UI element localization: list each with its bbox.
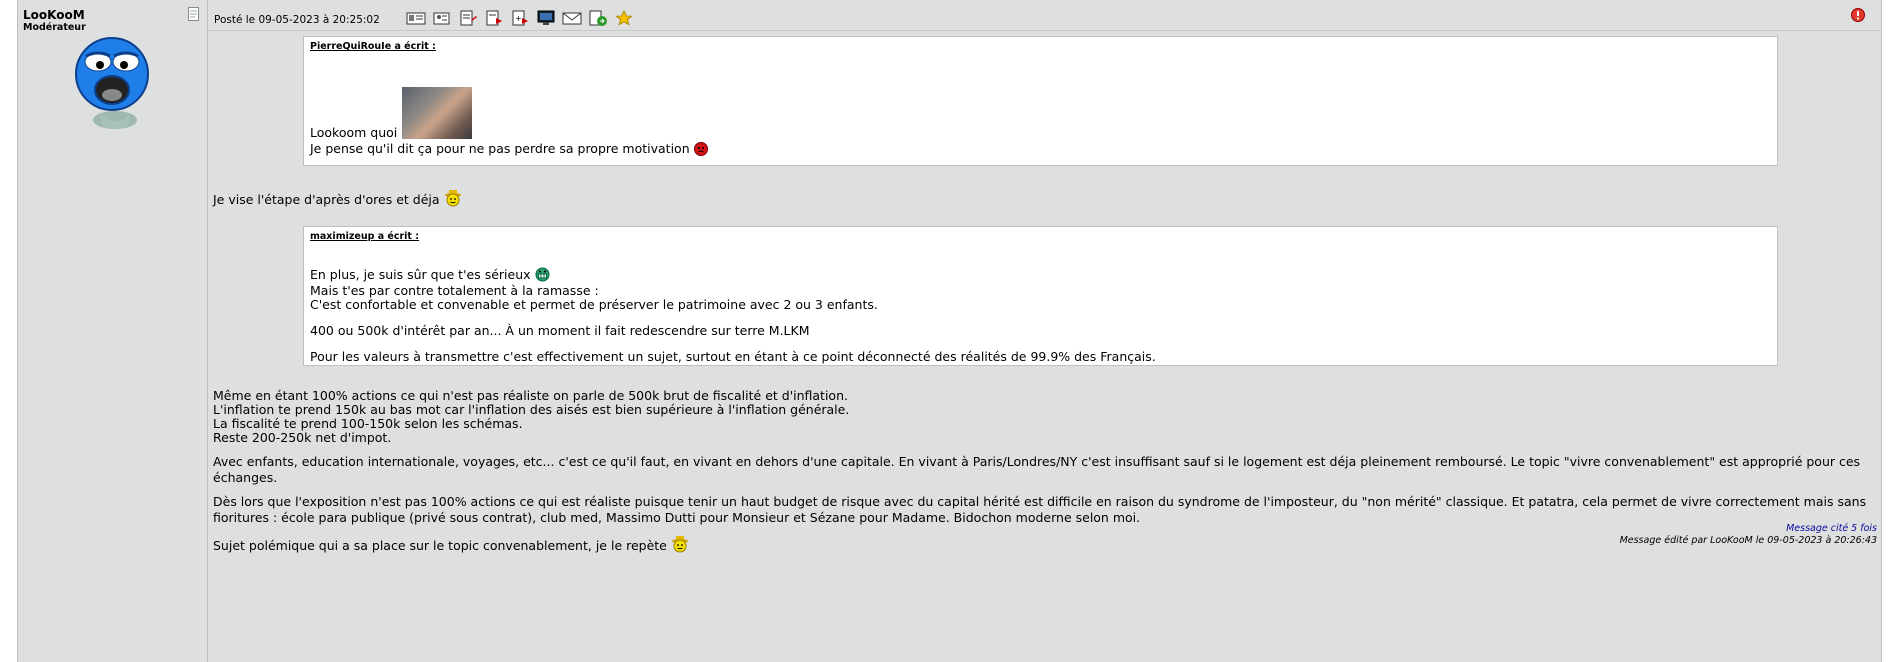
post-header — [208, 0, 1881, 31]
quote-author[interactable]: PierreQuiRouIe a écrit : — [310, 41, 436, 52]
post-paragraph: Sujet polémique qui a sa place sur le topic convenablement, je le repète — [213, 536, 689, 554]
grin-smiley-icon — [535, 267, 550, 282]
quote-text: C'est confortable et convenable et permet de préserver le patrimoine avec 2 ou 3 enfants. — [310, 297, 878, 312]
post-paragraph: Je vise l'étape d'après d'ores et déja — [213, 190, 462, 208]
post-line: Même en étant 100% actions ce qui n'est pas réaliste on parle de 500k brut de fiscalité et d'inflation. — [213, 388, 848, 403]
post-date: Posté le 09-05-2023 à 20:25:02 — [214, 14, 380, 26]
cowboy-smiley-icon — [671, 536, 689, 553]
profile-page-icon[interactable] — [188, 7, 199, 21]
author-role: Modérateur — [23, 22, 86, 33]
post-paragraph: Avec enfants, education internationale, voyages, etc... c'est ce qu'il faut, en vivant en dehors d'une capitale. En vivant à Paris/Londres/NY c'est insuffisant sauf si le logement est déja pleinement remboursé. Le topic "vivre convenablement" est approprié pour ces échanges. — [213, 454, 1861, 485]
post-toolbar — [406, 10, 634, 28]
post-line: La fiscalité te prend 100-150k selon les schémas. — [213, 416, 523, 431]
post-line: L'inflation te prend 150k au bas mot car l'inflation des aisés est bien supérieure à l'inflation générale. — [213, 402, 850, 417]
edit-notice: Message édité par LooKooM le 09-05-2023 à 20:26:43 — [1619, 535, 1877, 546]
favorite-star-icon[interactable] — [614, 10, 634, 26]
author-pseudo[interactable]: LooKooM — [23, 8, 85, 22]
quote-icon[interactable] — [484, 10, 504, 26]
angry-smiley-icon — [694, 142, 708, 156]
svg-text:+: + — [515, 14, 522, 23]
quote-text: En plus, je suis sûr que t'es sérieux — [310, 267, 550, 283]
alert-moderator-icon[interactable] — [1851, 8, 1865, 22]
quoted-photo — [402, 87, 472, 139]
multi-quote-icon[interactable] — [510, 10, 530, 26]
post-line: Reste 200-250k net d'impot. — [213, 430, 392, 445]
quote-block — [303, 36, 1778, 166]
profile-card-icon[interactable] — [406, 10, 426, 26]
cowboy-smiley-icon — [444, 190, 462, 207]
quote-author[interactable]: maximizeup a écrit : — [310, 231, 420, 242]
mail-icon[interactable] — [562, 10, 582, 26]
quote-text: Je pense qu'il dit ça pour ne pas perdre sa propre motivation — [310, 141, 708, 157]
quote-text: Lookoom quoi — [310, 125, 398, 140]
message-icon[interactable] — [432, 10, 452, 26]
screen-icon[interactable] — [536, 10, 556, 26]
post-paragraph: Dès lors que l'exposition n'est pas 100% actions ce qui est réaliste puisque tenir un haut budget de risque avec du capital hérité est difficile en raison du syndrome de l'imposteur, du "non mérité" classique. Et patatra, cela permet de vivre correctement mais sans fioritures : école para publique (privé sous contrat), club med, Massimo Dutti pour Monsieur et Sézane pour Madame. Bidochon moderne selon moi. — [213, 494, 1867, 525]
cited-count-link[interactable]: Message cité 5 fois — [1786, 523, 1877, 534]
forum-post — [17, 0, 1882, 662]
author-column — [18, 0, 208, 662]
avatar — [70, 34, 160, 132]
answer-icon[interactable] — [588, 10, 608, 26]
edit-icon[interactable] — [458, 10, 478, 26]
quote-text: 400 ou 500k d'intérêt par an... À un moment il fait redescendre sur terre M.LKM — [310, 323, 810, 338]
post-column — [208, 0, 1881, 662]
quote-text: Pour les valeurs à transmettre c'est effectivement un sujet, surtout en étant à ce point déconnecté des réalités de 99.9% des Français. — [310, 349, 1156, 364]
quote-block — [303, 226, 1778, 366]
quote-text: Mais t'es par contre totalement à la ramasse : — [310, 283, 599, 298]
